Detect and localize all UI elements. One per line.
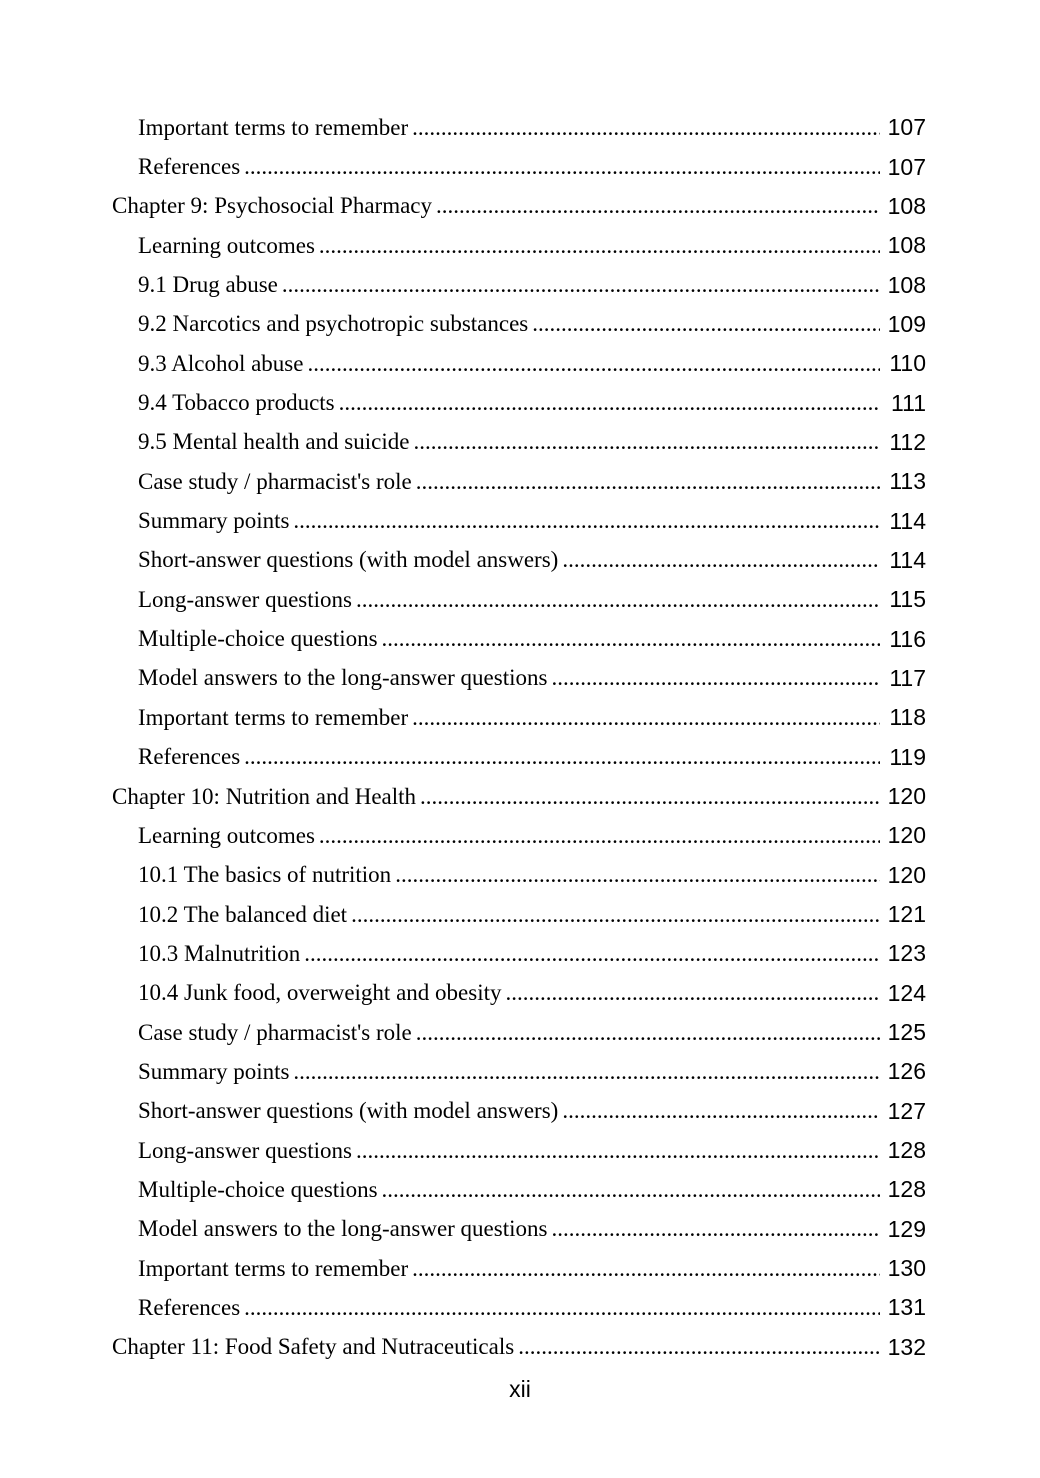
dot-leader: [505, 980, 880, 1006]
toc-entry-page: 109: [887, 310, 926, 337]
toc-section-entry: [112, 226, 926, 265]
toc-entry-title: 10.2 The balanced diet: [138, 901, 348, 927]
toc-chapter-entry: [112, 187, 926, 226]
toc-entry-title: Chapter 10: Nutrition and Health: [112, 783, 417, 809]
dot-leader: [244, 154, 880, 180]
toc-section-entry: [112, 895, 926, 934]
toc-section-entry: [112, 383, 926, 422]
dot-leader: [395, 862, 880, 888]
toc-entry-page: 126: [887, 1058, 926, 1085]
toc-entry-page: 108: [887, 192, 926, 219]
toc-section-entry: [112, 738, 926, 777]
toc-chapter-entry: [112, 1328, 926, 1367]
toc-entry-page: 108: [887, 232, 926, 259]
toc-section-entry: [112, 659, 926, 698]
toc-entry-page: 108: [887, 271, 926, 298]
toc-entry-page: 110: [889, 350, 926, 377]
toc-entry-title: Short-answer questions (with model answers): [138, 547, 559, 573]
toc-entry-title: Multiple-choice questions: [138, 1176, 378, 1202]
toc-section-entry: [112, 541, 926, 580]
toc-entry-page: 114: [889, 507, 926, 534]
toc-entry-page: 111: [891, 389, 926, 416]
toc-entry-title: 10.4 Junk food, overweight and obesity: [138, 980, 502, 1006]
dot-leader: [293, 1059, 880, 1085]
toc-section-entry: [112, 974, 926, 1013]
dot-leader: [244, 1295, 880, 1321]
dot-leader: [244, 744, 880, 770]
toc-entry-title: Chapter 9: Psychosocial Pharmacy: [112, 193, 433, 219]
toc-entry-title: Long-answer questions: [138, 586, 352, 612]
toc-section-entry: [112, 344, 926, 383]
toc-entry-page: 120: [887, 783, 926, 810]
toc-section-entry: [112, 1210, 926, 1249]
toc-entry-page: 123: [887, 940, 926, 967]
toc-section-entry: [112, 423, 926, 462]
dot-leader: [412, 705, 880, 731]
toc-section-entry: [112, 1092, 926, 1131]
toc-section-entry: [112, 265, 926, 304]
table-of-contents: [112, 108, 926, 1367]
toc-entry-page: 120: [887, 861, 926, 888]
toc-entry-title: Important terms to remember: [138, 1255, 409, 1281]
dot-leader: [416, 469, 880, 495]
toc-entry-page: 107: [887, 114, 926, 141]
dot-leader: [551, 665, 880, 691]
dot-leader: [413, 429, 880, 455]
toc-entry-page: 125: [887, 1019, 926, 1046]
toc-entry-page: 120: [887, 822, 926, 849]
dot-leader: [518, 1334, 880, 1360]
toc-entry-title: Long-answer questions: [138, 1137, 352, 1163]
toc-entry-page: 128: [887, 1137, 926, 1164]
toc-entry-title: Learning outcomes: [138, 822, 315, 848]
toc-section-entry: [112, 1249, 926, 1288]
toc-entry-page: 124: [887, 979, 926, 1006]
toc-section-entry: [112, 1052, 926, 1091]
toc-entry-title: Chapter 11: Food Safety and Nutraceuticals: [112, 1334, 515, 1360]
dot-leader: [412, 115, 880, 141]
toc-entry-page: 118: [889, 704, 926, 731]
toc-entry-page: 117: [889, 664, 926, 691]
toc-section-entry: [112, 305, 926, 344]
toc-entry-title: 9.2 Narcotics and psychotropic substances: [138, 311, 529, 337]
toc-entry-page: 129: [887, 1215, 926, 1242]
toc-section-entry: [112, 698, 926, 737]
dot-leader: [562, 547, 880, 573]
dot-leader: [307, 351, 880, 377]
dot-leader: [351, 902, 880, 928]
dot-leader: [412, 1256, 880, 1282]
dot-leader: [282, 272, 880, 298]
toc-entry-page: 107: [887, 153, 926, 180]
toc-section-entry: [112, 934, 926, 973]
toc-entry-title: Multiple-choice questions: [138, 626, 378, 652]
dot-leader: [319, 233, 880, 259]
toc-section-entry: [112, 580, 926, 619]
toc-entry-title: 9.1 Drug abuse: [138, 272, 278, 298]
toc-entry-page: 113: [889, 468, 926, 495]
toc-entry-title: Case study / pharmacist's role: [138, 1019, 412, 1045]
toc-section-entry: [112, 856, 926, 895]
toc-entry-title: Short-answer questions (with model answers): [138, 1098, 559, 1124]
toc-section-entry: [112, 1288, 926, 1327]
toc-entry-page: 119: [889, 743, 926, 770]
toc-entry-page: 116: [889, 625, 926, 652]
toc-entry-title: References: [138, 154, 241, 180]
dot-leader: [339, 390, 880, 416]
toc-section-entry: [112, 1013, 926, 1052]
toc-entry-title: Case study / pharmacist's role: [138, 468, 412, 494]
toc-section-entry: [112, 462, 926, 501]
toc-section-entry: [112, 619, 926, 658]
toc-entry-title: Model answers to the long-answer questions: [138, 1216, 548, 1242]
toc-section-entry: [112, 501, 926, 540]
toc-entry-title: References: [138, 744, 241, 770]
toc-chapter-entry: [112, 777, 926, 816]
toc-entry-page: 114: [889, 546, 926, 573]
toc-entry-title: 10.3 Malnutrition: [138, 940, 301, 966]
toc-section-entry: [112, 1170, 926, 1209]
dot-leader: [356, 1138, 880, 1164]
toc-entry-title: Summary points: [138, 508, 290, 534]
toc-section-entry: [112, 147, 926, 186]
toc-entry-title: Model answers to the long-answer questions: [138, 665, 548, 691]
dot-leader: [293, 508, 880, 534]
toc-entry-page: 130: [887, 1255, 926, 1282]
dot-leader: [382, 626, 880, 652]
dot-leader: [532, 311, 880, 337]
toc-entry-page: 127: [887, 1097, 926, 1124]
dot-leader: [562, 1098, 880, 1124]
toc-entry-title: 10.1 The basics of nutrition: [138, 862, 392, 888]
toc-entry-title: Summary points: [138, 1058, 290, 1084]
toc-entry-title: 9.3 Alcohol abuse: [138, 350, 304, 376]
toc-entry-title: 9.5 Mental health and suicide: [138, 429, 410, 455]
toc-section-entry: [112, 816, 926, 855]
toc-section-entry: [112, 108, 926, 147]
toc-section-entry: [112, 1131, 926, 1170]
dot-leader: [436, 193, 880, 219]
dot-leader: [416, 1020, 880, 1046]
dot-leader: [304, 941, 880, 967]
page-number: xii: [509, 1376, 531, 1402]
dot-leader: [551, 1216, 880, 1242]
dot-leader: [420, 784, 880, 810]
toc-entry-page: 131: [887, 1294, 926, 1321]
toc-entry-title: Important terms to remember: [138, 704, 409, 730]
dot-leader: [319, 823, 880, 849]
toc-entry-page: 112: [889, 428, 926, 455]
toc-entry-title: Learning outcomes: [138, 232, 315, 258]
toc-entry-title: Important terms to remember: [138, 114, 409, 140]
toc-entry-page: 132: [887, 1333, 926, 1360]
toc-entry-page: 128: [887, 1176, 926, 1203]
dot-leader: [382, 1177, 880, 1203]
toc-entry-page: 121: [887, 901, 926, 928]
dot-leader: [356, 587, 880, 613]
toc-entry-title: 9.4 Tobacco products: [138, 390, 335, 416]
toc-entry-page: 115: [889, 586, 926, 613]
toc-entry-title: References: [138, 1294, 241, 1320]
